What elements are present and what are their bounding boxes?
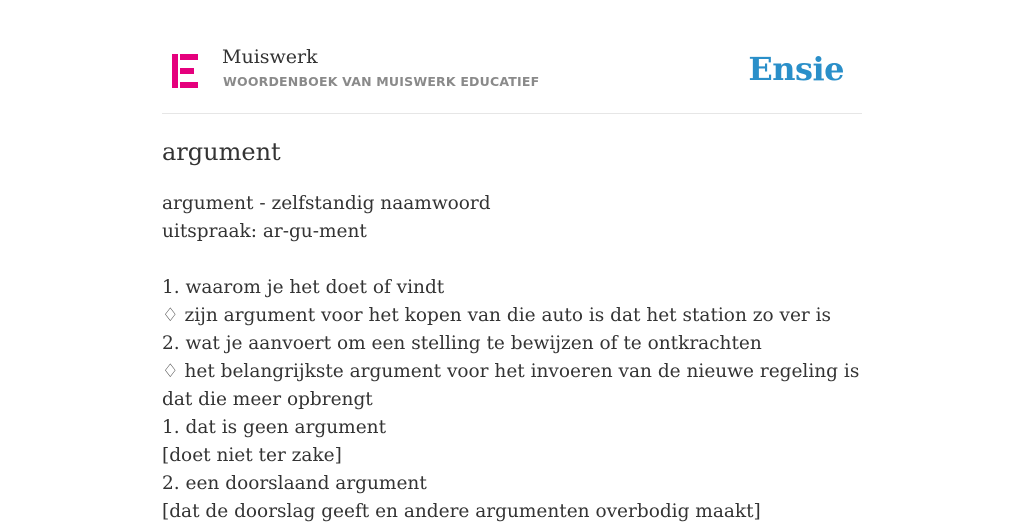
entry-line-example-1: ♢ zijn argument voor het kopen van die auto is dat het station zo ver is	[162, 305, 832, 326]
entry-line-pronunciation: uitspraak: ar-gu-ment	[162, 221, 367, 242]
site-title[interactable]: Muiswerk	[222, 46, 318, 68]
ensie-brand-link[interactable]: Ensie	[748, 50, 844, 88]
page-container	[162, 0, 862, 522]
entry-line-meaning-1: 1. waarom je het doet of vindt	[162, 277, 445, 298]
entry-line-blank	[162, 246, 862, 274]
entry-title: argument	[162, 138, 281, 166]
site-header	[162, 0, 862, 114]
entry-line-expression-1: 1. dat is geen argument	[162, 417, 387, 438]
site-subtitle: WOORDENBOEK VAN MUISWERK EDUCATIEF	[223, 74, 540, 89]
entry-line-example-2: ♢ het belangrijkste argument voor het invoeren van de nieuwe regeling is dat die meer opbrengt	[162, 361, 860, 410]
entry-line-meaning-2: 2. wat je aanvoert om een stelling te bewijzen of te ontkrachten	[162, 333, 762, 354]
entry-line-expression-1-explanation: [doet niet ter zake]	[162, 445, 342, 466]
entry-definition	[162, 190, 862, 526]
entry-line-word-type: argument - zelfstandig naamwoord	[162, 193, 491, 214]
entry-line-expression-2-explanation: [dat de doorslag geeft en andere argumenten overbodig maakt]	[162, 501, 761, 522]
entry-line-expression-2: 2. een doorslaand argument	[162, 473, 427, 494]
muiswerk-logo-icon[interactable]	[172, 54, 200, 88]
